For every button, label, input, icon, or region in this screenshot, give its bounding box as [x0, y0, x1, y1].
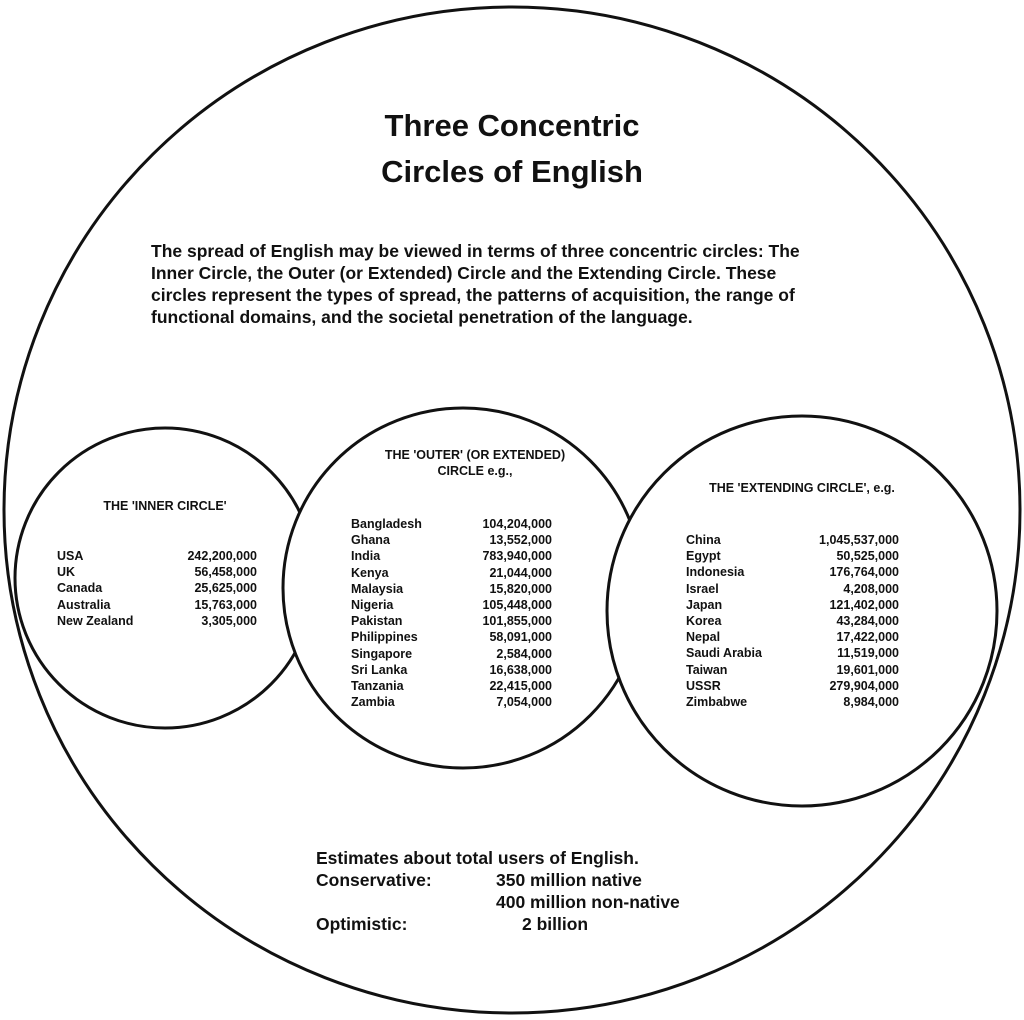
country-name: Nepal	[686, 630, 721, 645]
country-name: Bangladesh	[351, 517, 422, 531]
extending-circle-heading-line: THE 'EXTENDING CIRCLE', e.g.	[709, 481, 895, 495]
title-line-2: Circles of English	[381, 154, 643, 189]
country-name: Korea	[686, 614, 722, 629]
country-name: Malaysia	[351, 581, 404, 596]
table-row	[686, 662, 899, 678]
country-name: Singapore	[351, 646, 413, 661]
table-row	[351, 581, 552, 597]
country-name: Philippines	[351, 630, 418, 645]
user-count: 17,422,000	[836, 630, 899, 645]
table-row	[57, 597, 257, 613]
country-name: UK	[57, 565, 76, 580]
country-name: Tanzania	[351, 679, 404, 694]
outer-circle-heading-line: THE 'OUTER' (OR EXTENDED)	[384, 448, 566, 462]
table-row	[57, 613, 257, 629]
title-line-1: Three Concentric	[384, 108, 640, 143]
country-name: Sri Lanka	[351, 662, 408, 677]
outer-circle-heading-line: CIRCLE e.g.,	[437, 464, 513, 478]
country-name: Egypt	[686, 549, 721, 564]
user-count: 25,625,000	[194, 581, 257, 596]
conservative-label: Conservative:	[316, 870, 432, 890]
user-count: 15,820,000	[489, 581, 552, 596]
user-count: 16,638,000	[489, 662, 552, 677]
table-row	[351, 532, 552, 548]
diagram-title	[262, 103, 762, 195]
estimates-heading: Estimates about total users of English.	[316, 848, 639, 868]
user-count: 783,940,000	[482, 549, 552, 564]
country-name: Saudi Arabia	[686, 646, 762, 661]
table-row	[686, 694, 899, 710]
conservative-native-value: 350 million native	[496, 870, 642, 890]
country-name: Australia	[57, 597, 111, 612]
country-name: Ghana	[351, 533, 390, 548]
extending-circle-table	[686, 532, 899, 710]
user-count: 21,044,000	[489, 565, 552, 580]
country-name: Japan	[686, 597, 723, 612]
user-count: 56,458,000	[194, 565, 257, 580]
estimates-block	[316, 847, 736, 935]
table-row	[686, 613, 899, 629]
country-name: Zambia	[351, 695, 395, 710]
country-name: USA	[57, 549, 84, 563]
country-name: Taiwan	[686, 662, 728, 677]
table-row	[351, 629, 552, 645]
country-name: USSR	[686, 678, 721, 693]
user-count: 3,305,000	[201, 613, 257, 628]
country-name: Zimbabwe	[686, 695, 748, 710]
user-count: 2,584,000	[496, 646, 552, 661]
description-line: Inner Circle, the Outer (or Extended) Circle and the Extending Circle. These	[151, 263, 777, 283]
country-name: Pakistan	[351, 614, 403, 629]
table-row	[686, 548, 899, 564]
table-row	[686, 678, 899, 694]
table-row	[686, 581, 899, 597]
table-row	[351, 678, 552, 694]
description-line: circles represent the types of spread, the patterns of acquisition, the range of	[151, 285, 795, 305]
user-count: 8,984,000	[843, 695, 899, 710]
user-count: 13,552,000	[489, 533, 552, 548]
country-name: China	[686, 533, 721, 547]
user-count: 11,519,000	[837, 646, 899, 661]
conservative-row	[316, 869, 736, 891]
country-name: New Zealand	[57, 613, 134, 628]
extending-circle-heading	[672, 480, 932, 496]
outer-circle-table	[351, 516, 552, 710]
country-name: Kenya	[351, 565, 389, 580]
country-name: Indonesia	[686, 565, 745, 580]
table-row	[686, 564, 899, 580]
table-row	[351, 516, 552, 532]
table-row	[351, 662, 552, 678]
country-name: Nigeria	[351, 598, 394, 613]
inner-circle-table	[57, 548, 257, 629]
table-row	[57, 580, 257, 596]
optimistic-row	[316, 913, 736, 935]
table-row	[351, 646, 552, 662]
conservative-non-native-value: 400 million non-native	[496, 892, 680, 912]
inner-circle-heading	[60, 498, 270, 514]
table-row	[686, 645, 899, 661]
user-count: 1,045,537,000	[819, 533, 899, 547]
optimistic-value: 2 billion	[522, 914, 589, 934]
user-count: 104,204,000	[482, 517, 552, 531]
description-line: functional domains, and the societal penetration of the language.	[151, 307, 693, 327]
table-row	[351, 694, 552, 710]
user-count: 242,200,000	[187, 549, 257, 563]
table-row	[351, 548, 552, 564]
user-count: 279,904,000	[829, 678, 899, 693]
user-count: 43,284,000	[836, 614, 899, 629]
user-count: 176,764,000	[829, 565, 899, 580]
optimistic-label: Optimistic:	[316, 914, 408, 934]
description-paragraph	[151, 240, 891, 328]
user-count: 50,525,000	[836, 549, 899, 564]
user-count: 4,208,000	[843, 581, 899, 596]
user-count: 7,054,000	[496, 695, 552, 710]
table-row	[686, 629, 899, 645]
table-row	[57, 564, 257, 580]
user-count: 58,091,000	[489, 630, 552, 645]
user-count: 121,402,000	[829, 597, 899, 612]
user-count: 101,855,000	[482, 614, 552, 629]
description-line: The spread of English may be viewed in terms of three concentric circles: The	[151, 241, 800, 261]
inner-circle-heading-line: THE 'INNER CIRCLE'	[103, 499, 227, 513]
user-count: 19,601,000	[836, 662, 899, 677]
user-count: 22,415,000	[489, 679, 552, 694]
table-row	[57, 548, 257, 564]
country-name: Canada	[57, 581, 103, 596]
table-row	[351, 597, 552, 613]
user-count: 105,448,000	[482, 598, 552, 613]
table-row	[686, 532, 899, 548]
user-count: 15,763,000	[194, 597, 257, 612]
country-name: India	[351, 549, 381, 564]
outer-circle-heading	[350, 447, 600, 479]
conservative-non-native-row	[316, 891, 736, 913]
table-row	[351, 613, 552, 629]
country-name: Israel	[686, 581, 719, 596]
table-row	[351, 565, 552, 581]
table-row	[686, 597, 899, 613]
